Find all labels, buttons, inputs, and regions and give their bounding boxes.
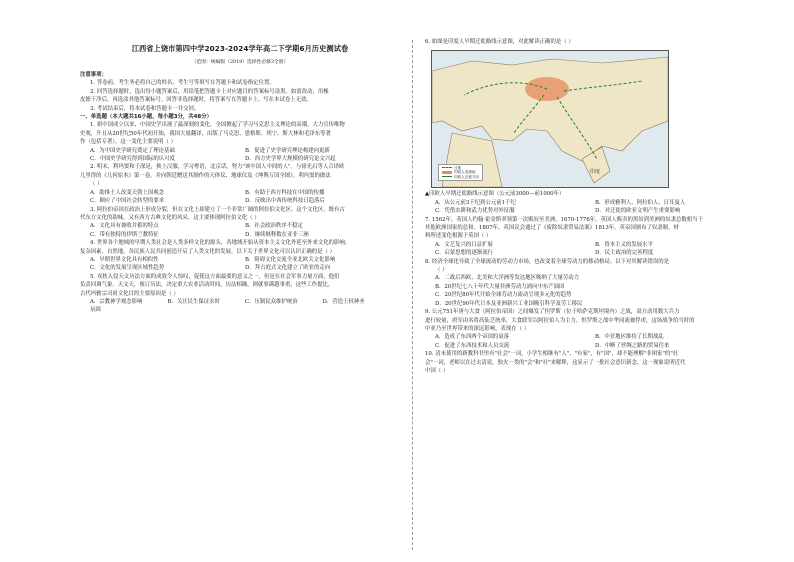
- option-row: [80, 298, 400, 306]
- option-a[interactable]: A．文艺复兴的日益扩展: [435, 241, 493, 248]
- option-row: [80, 197, 400, 205]
- question-1: [80, 121, 400, 163]
- option-c[interactable]: C．促进了东西技术和人员交流: [435, 342, 510, 349]
- map-caption: ▲印欧人早期迁徙路线示意图（公元前3000—前1000年）: [425, 191, 565, 198]
- question-stem: 负责回调气象，天文天，预订历法，决定重大农业活动时间，历法相确，则就事满越事重，这些工作提比，: [80, 282, 334, 289]
- exam-title: 江西省上饶市第四中学2023-2024学年高二下学期6月历史测试卷: [131, 44, 349, 53]
- option-d[interactable]: D．民主政治的完善程度: [595, 250, 654, 257]
- legend-item: 印欧人迁徙方向: [442, 175, 479, 180]
- option-c[interactable]: C．20世纪80年代开始全球劳动力流动呈现多元化的趋势: [435, 292, 572, 299]
- option-row: [80, 147, 400, 155]
- option-b[interactable]: B．阻碍文化交流全亚北欧关文化影响: [245, 256, 336, 263]
- option-continuation: 氛围: [90, 307, 101, 314]
- option-d[interactable]: D．拜占庭式文化建立了欧亚的走向: [245, 265, 331, 272]
- question-stem: 5. 戎狄入侵天文历法方面的成效令人惊叹，促使这方面最要的意义之一，但是在社会军事力量方面，他们: [90, 273, 340, 280]
- section-heading: 一、单选题（本大题共16小题，每小题3分，共48分）: [80, 114, 212, 121]
- option-c[interactable]: C．文化的发展呈现区域性趋势: [90, 265, 165, 272]
- option-a[interactable]: A．为中国史学研究奠定了理论基础: [90, 147, 175, 154]
- option-row: [80, 256, 400, 264]
- option-a[interactable]: A．二战后西欧、北美和大洋洲等发达地区吸纳了大量劳动力: [435, 275, 580, 282]
- question-stem: 2. 明末，利玛窦和于深是，换上汉服，学习粤语，北京话，努力"该中国人中间的人"。与徐光启等人合译欧: [90, 164, 345, 171]
- question-7: [425, 216, 755, 258]
- question-stem: 6. 如图是印度人早期迁徙路线示意图，对此解读正确的是（ ）: [425, 39, 574, 45]
- option-row: [425, 241, 755, 249]
- option-b[interactable]: B．资本主义的发展水平: [595, 241, 653, 248]
- question-10: [425, 350, 755, 375]
- option-row: [425, 342, 755, 350]
- option-b[interactable]: B．促进了史学研究理论构建向更新: [245, 147, 330, 154]
- question-3: [80, 206, 400, 240]
- question-stem: 1. 新中国成立以来，中国史学出现了最深刻的变化，全国掀起了学习马克思主义理论的高潮，大力宣传唯物: [90, 122, 345, 129]
- question-stem: 代东方文化的韵味，又有西方古典文化的风采。这主要体现阿拉伯文化（ ）: [80, 214, 260, 221]
- option-a[interactable]: A．造成了东西两个帝国的衰落: [435, 334, 509, 341]
- question-stem: 料所述变化根源于英国（ ）: [425, 233, 492, 240]
- question-5: [80, 273, 400, 315]
- question-stem: 10. 清末使用的新教科书里有"社会"一词，小学生相继有"人"、"有家"，有"国"，却不能理解"非困家"的"社: [425, 351, 679, 358]
- option-c[interactable]: C．凭借农耕和武力优势对外征服: [435, 208, 515, 215]
- option-a[interactable]: A．助推士人改变天朝上国观念: [90, 189, 164, 196]
- question-stem: 9. 公元751年唐与大食（阿拉伯帝国）之间爆发了怛罗斯（位于哈萨克斯坦境内）之战，双方动用数大兵力: [425, 309, 680, 316]
- exam-subtitle: （范围：统编版（2019）选择性必修3全册）: [191, 60, 289, 65]
- option-c[interactable]: C．启蒙思想的逐渐流行: [435, 250, 494, 257]
- legend-item: 迁徙: [442, 166, 479, 171]
- question-stem: 复杂因素，自然地，各民族人民共同创造开启了人类文化的发展。以下关于世界文化可以认识正确的是（ ）: [80, 248, 336, 255]
- option-d[interactable]: D．20世纪90年代日本及亚洲新兴工业国吸引科学及劳工移民: [435, 300, 583, 307]
- option-row: [80, 189, 400, 197]
- option-b[interactable]: B．社会政治秩序不稳定: [245, 223, 303, 230]
- question-stem: 7. 1562年，英国人约翰·霍金斯率领第一次贩奴至美洲，1670-1776年，英国人贩卖的黑奴到美洲的奴隶总数相当于: [425, 216, 703, 223]
- question-stem: 其他欧洲国家的总和。1807年，英国议会通过了《废除奴隶贸易法案》1813年，英帝国颁布了奴隶制，材: [425, 225, 679, 232]
- option-b[interactable]: B．形成雅利人、阿拉伯人、日耳曼人: [595, 199, 686, 206]
- question-9: [425, 308, 755, 350]
- question-stem: 古代玛雅宗司祖文化目的主要原因是（ ）: [80, 290, 179, 297]
- option-d[interactable]: D．对迁徙的欧亚文明产生重要影响: [595, 208, 681, 215]
- option-row: [425, 333, 755, 341]
- notice-heading: 注意事项：: [80, 72, 107, 78]
- question-8: [425, 258, 755, 308]
- column-divider: [412, 40, 413, 550]
- question-stem: （ ）: [90, 181, 103, 188]
- question-2: [80, 163, 400, 205]
- map-label-india: 印度: [590, 169, 601, 176]
- legend-item: 印欧人发源地: [442, 170, 479, 175]
- option-a[interactable]: A．从公元前3千纪到公元前1千纪: [435, 199, 516, 206]
- option-row: [80, 264, 400, 272]
- question-stem: 史观，升且从20世纪50年代初开始，我国大量翻译，出版了马克思、恩格斯、列宁、斯大林和毛泽东等著: [80, 130, 331, 137]
- option-c[interactable]: C．带有独特的伊斯兰教特征: [90, 231, 159, 238]
- notice-item: 3. 考试结束后，将本试卷和答题卡一并交回。: [90, 105, 200, 112]
- option-d[interactable]: D．反映出中西传统科技日趋落后: [245, 198, 325, 205]
- option-d[interactable]: D．继续继释数在亚非三洲: [245, 231, 309, 238]
- option-row: [425, 249, 755, 257]
- option-row: [80, 222, 400, 230]
- option-row: [425, 207, 755, 215]
- migration-map: [431, 50, 669, 188]
- question-stem: 3. 阿拉伯帝国在政治上形成分裂，但在文化上却建立了一个非常广阔的阿拉伯文化区。这个文化区，既有古: [90, 206, 345, 213]
- right-column: [425, 0, 755, 375]
- map-legend: [438, 164, 483, 182]
- question-stem: 会"一词，老师以在过去清说，独火一类的"会"和"社"来解释，这显示了一批社会意识新念，这一现象说明近代: [425, 359, 686, 366]
- option-row: [80, 231, 400, 239]
- question-stem: 中国（ ）: [425, 367, 449, 374]
- notice-item: 2. 回答选择题时，选出每小题答案后，用铅笔把答题卡上对应题目的答案标号涂黑。如需改动，用橡: [90, 88, 329, 95]
- question-6: [425, 38, 755, 216]
- notice-item: 1. 答卷前，考生务必将自己的姓名、考生号等填写在答题卡和试卷指定位置。: [90, 80, 275, 87]
- option-a[interactable]: A．宗教神学观念影响: [90, 298, 143, 305]
- question-stem: 进行较量，唐军由名将高仙芝统率，大食联军以阿拉伯人为主力，怛罗斯之战中华同流被俘虏，这场战争给当时的: [425, 317, 695, 324]
- option-d[interactable]: D．营造王权神圣: [322, 298, 365, 305]
- option-d[interactable]: D．西方史学界大规模的研究论文兴起: [245, 156, 336, 163]
- option-a[interactable]: A．早期世界文化具有相似性: [90, 256, 159, 263]
- option-c[interactable]: C．顺应了中国社会转型的要求: [90, 198, 165, 205]
- option-a[interactable]: A．文化具有兼收并蓄的特点: [90, 223, 159, 230]
- option-c[interactable]: C．中国史学研究得到国际的认可度: [90, 156, 175, 163]
- option-b[interactable]: B．中亚地区维持了长期战乱: [595, 334, 664, 341]
- question-stem: 几里得的《几何原本》第一卷，并向朝廷赠送其制作的天体仪、地球仪及《坤舆万国全图》。利玛窦的做法: [80, 172, 331, 179]
- question-stem: 4. 世界各个地域的早期人类社会是人类多样文化的源头，各地域开始从资本主义文化外延至外来文化的影响，: [90, 240, 351, 247]
- option-c[interactable]: C．压制民众维护统治: [245, 298, 298, 305]
- question-stem: 作（包括专著）。这一变化主要说明（ ）: [80, 139, 177, 146]
- question-stem: 中亚乃至世界带来的深远影响，表现在（ ）: [425, 325, 530, 332]
- left-column: [80, 0, 400, 315]
- option-row: [80, 155, 400, 163]
- question-4: [80, 239, 400, 273]
- option-b[interactable]: B．关注民生保证农时: [167, 298, 220, 305]
- option-d[interactable]: D．中断了丝绸之路的贸易往来: [595, 342, 670, 349]
- option-row: [425, 199, 755, 207]
- question-stem: 8. 经济全球化导致了全球流动的劳动力市场，也改变着全球劳动力的移动格局。以下对其解读错误的是: [425, 258, 670, 265]
- question-stem: （ ）: [435, 267, 448, 274]
- notice-item: 皮擦干净后，再选涂其他答案标号。回答非选择题时，将答案写在答题卡上。写在本试卷上无效。: [80, 97, 312, 104]
- option-b[interactable]: B．20世纪七八十年代大量非洲劳动力涌向中东产油国: [435, 283, 565, 290]
- option-b[interactable]: B．有助于西方科技在中国的传播: [245, 189, 325, 196]
